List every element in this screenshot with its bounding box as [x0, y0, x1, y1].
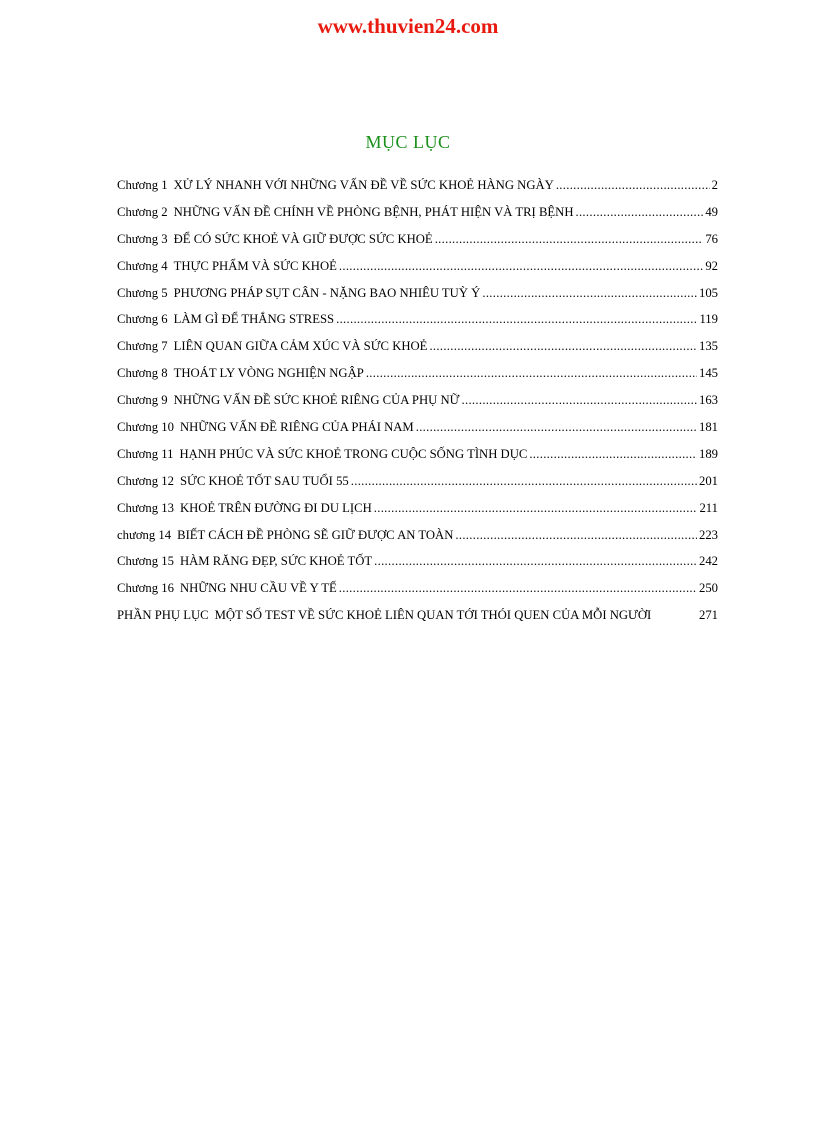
chapter-title: NHỮNG VẤN ĐỀ RIÊNG CỦA PHÁI NAM [179, 420, 414, 435]
page-number: 201 [698, 473, 718, 488]
page-number: 145 [698, 366, 718, 381]
chapter-number: Chương 8 [117, 366, 168, 381]
chapter-number: Chương 5 [117, 285, 168, 300]
toc-entry-1[interactable] [117, 172, 718, 199]
toc-entry-11[interactable] [117, 441, 718, 468]
page-number: 2 [711, 178, 718, 192]
chapter-title: LIÊN QUAN GIỮA CẢM XÚC VÀ SỨC KHOẺ [173, 339, 428, 354]
toc-entry-8[interactable] [117, 360, 718, 387]
dot-leader [482, 280, 697, 307]
page-number: 250 [698, 581, 718, 596]
chapter-number: Chương 12 [117, 473, 174, 488]
dot-leader [435, 226, 704, 253]
toc-entry-14[interactable] [117, 522, 718, 549]
toc-entry-3[interactable] [117, 226, 718, 253]
chapter-number: Chương 6 [117, 312, 168, 327]
table-of-contents [117, 172, 718, 629]
toc-entry-2[interactable] [117, 199, 718, 226]
page-number: 242 [698, 554, 718, 569]
chapter-number: Chương 16 [117, 581, 174, 596]
chapter-title: KHOẺ TRÊN ĐƯỜNG ĐI DU LỊCH [179, 500, 372, 515]
chapter-number: Chương 11 [117, 446, 174, 461]
toc-entry-13[interactable] [117, 495, 718, 522]
dot-leader [339, 253, 703, 280]
chapter-title: THOÁT LY VÒNG NGHIỆN NGẬP [173, 366, 364, 381]
toc-entry-5[interactable] [117, 280, 718, 307]
chapter-number: Chương 7 [117, 339, 168, 354]
dot-leader [529, 441, 697, 468]
page-number: 211 [699, 500, 718, 515]
chapter-number: Chương 3 [117, 231, 168, 246]
dot-leader [429, 333, 697, 360]
toc-entry-10[interactable] [117, 414, 718, 441]
dot-leader [339, 575, 697, 602]
chapter-title: PHƯƠNG PHÁP SỤT CÂN - NẶNG BAO NHIÊU TUỲ Ý [173, 285, 481, 300]
page-number: 271 [698, 608, 718, 623]
toc-entry-6[interactable] [117, 306, 718, 333]
chapter-title: NHỮNG VẤN ĐỀ CHÍNH VỀ PHÒNG BỆNH, PHÁT HIỆN VÀ TRỊ BỆNH [173, 204, 574, 219]
chapter-title: LÀM GÌ ĐỂ THẮNG STRESS [173, 312, 335, 327]
chapter-title: SỨC KHOẺ TỐT SAU TUỔI 55 [179, 473, 349, 488]
appendix-title: MỘT SỐ TEST VỀ SỨC KHOẺ LIÊN QUAN TỚI THÓI QUEN CỦA MỖI NGƯỜI [214, 608, 652, 623]
chapter-title: HẠNH PHÚC VÀ SỨC KHOẺ TRONG CUỘC SỐNG TÌNH DỤC [179, 446, 528, 461]
chapter-title: ĐỂ CÓ SỨC KHOẺ VÀ GIỮ ĐƯỢC SỨC KHOẺ [173, 231, 433, 246]
chapter-title: XỬ LÝ NHANH VỚI NHỮNG VẤN ĐỀ VỀ SỨC KHOẺ HÀNG NGÀY [173, 178, 554, 192]
page-number: 76 [705, 231, 718, 246]
toc-entry-appendix[interactable] [117, 602, 718, 629]
chapter-number: Chương 10 [117, 420, 174, 435]
page-number: 181 [698, 420, 718, 435]
chapter-number: Chương 9 [117, 393, 168, 408]
dot-leader [351, 468, 697, 495]
dot-leader [462, 387, 697, 414]
chapter-number: Chương 13 [117, 500, 174, 515]
chapter-number: chương 14 [117, 527, 172, 542]
dot-leader [556, 172, 710, 199]
dot-leader [416, 414, 697, 441]
chapter-number: Chương 15 [117, 554, 174, 569]
chapter-number: Chương 2 [117, 204, 168, 219]
toc-entry-9[interactable] [117, 387, 718, 414]
dot-leader [336, 306, 697, 333]
dot-leader [366, 360, 697, 387]
page-number: 163 [698, 393, 718, 408]
toc-entry-12[interactable] [117, 468, 718, 495]
page-number: 135 [698, 339, 718, 354]
toc-entry-4[interactable] [117, 253, 718, 280]
page-number: 223 [698, 527, 718, 542]
page-number: 105 [698, 285, 718, 300]
toc-entry-16[interactable] [117, 575, 718, 602]
toc-entry-7[interactable] [117, 333, 718, 360]
dot-leader [374, 495, 698, 522]
site-url[interactable]: www.thuvien24.com [317, 14, 499, 38]
dot-leader [455, 522, 697, 549]
chapter-number: Chương 4 [117, 258, 168, 273]
chapter-title: NHỮNG VẤN ĐỀ SỨC KHOẺ RIÊNG CỦA PHỤ NỮ [173, 393, 460, 408]
chapter-title: NHỮNG NHU CẦU VỀ Y TẾ [179, 581, 337, 596]
toc-heading: MỤC LỤC [365, 132, 451, 152]
toc-entry-15[interactable] [117, 548, 718, 575]
chapter-title: THỰC PHẨM VÀ SỨC KHOẺ [173, 258, 337, 273]
chapter-title: BIẾT CÁCH ĐỀ PHÒNG SẼ GIỮ ĐƯỢC AN TOÀN [177, 527, 454, 542]
chapter-title: HÀM RĂNG ĐẸP, SỨC KHOẺ TỐT [179, 554, 373, 569]
dot-leader [374, 548, 697, 575]
page-number: 119 [699, 312, 718, 327]
dot-leader [575, 199, 703, 226]
page-number: 49 [705, 204, 718, 219]
appendix-label: PHẦN PHỤ LỤC [117, 608, 209, 623]
chapter-number: Chương 1 [117, 178, 168, 192]
page-number: 92 [705, 258, 718, 273]
page-number: 189 [698, 446, 718, 461]
